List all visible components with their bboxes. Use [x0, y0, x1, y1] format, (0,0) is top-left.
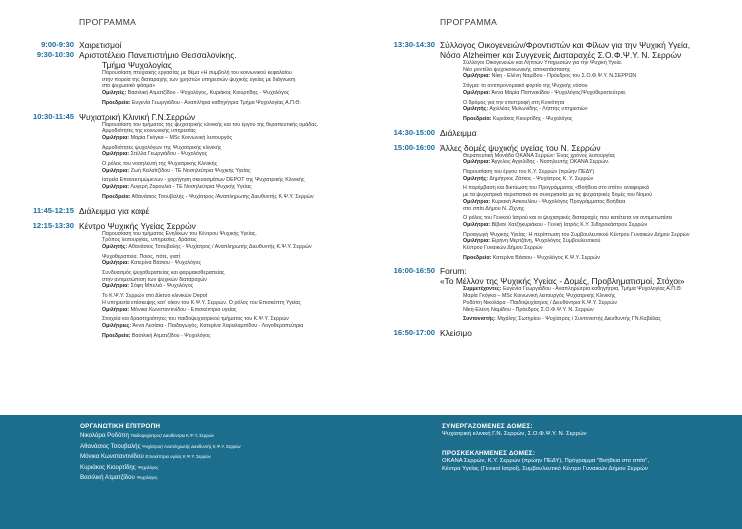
speaker-names: Βασιλική Ατματζίδου - Ψυχολόγος, Κυριάκος Κιουρτίδης - Ψυχολόγος — [127, 90, 290, 97]
speaker-line — [102, 135, 358, 142]
speaker-line — [463, 73, 728, 80]
collab-text: Ψυχιατρική κλινική Γ.Ν. Σερρών, Σ.Ο.Φ.Ψ.Υ. Ν. Σερρών — [442, 431, 587, 437]
speaker-label: Ομιλήτρια: — [102, 306, 130, 313]
session-title: Αριστοτέλειο Πανεπιστήμιο Θεσσαλονίκης. — [79, 50, 237, 60]
detail-line: με τα ψυχιατρικά περιστατικά σε συνεργασία με τις ψυχιατρικές δομές του Νομού — [463, 192, 652, 199]
member-role: Παιδοψυχίατρος/ Διευθύντρια Κ.Ψ.Υ. Σερρών — [130, 433, 214, 438]
chair-label: Προεδρεία: — [102, 332, 131, 339]
session-title: Forum: — [440, 266, 467, 277]
member-role: Επισκέπτρια υγείας Κ.Ψ.Υ. Σερρών — [145, 454, 211, 460]
speaker-label: Ομιλήτρια: — [102, 184, 130, 191]
session-time: 11:45-12:15 — [33, 205, 74, 215]
detail-line: Ο ρόλος του Γενικού Ιατρού και οι ψυχιατρικές διαταραχές που κατέτειτα να αντιμετωπίσει — [463, 215, 673, 222]
session-title: Χαιρετισμοί — [79, 40, 122, 50]
detail-line: Η υπηρεσία επίσκεψης κατ' οίκον του Κ.Ψ.Υ. Σερρών. Ο ρόλος του Επισκέπτη Υγείας — [102, 299, 301, 306]
session-title: Σύλλογος Οικογενειών/Φροντιστών και Φίλων για την Ψυχική Υγεία, — [440, 40, 691, 50]
speaker-label: Ομιλήτρια: — [102, 167, 130, 174]
program-title: ΠΡΟΓΡΑΜΜΑ — [440, 17, 498, 27]
participant: Νίκη-Ελένη Ναμίδου - Πρόεδρος Σ.Ο.Φ.Ψ.Υ. Ν. Σερρών — [463, 306, 594, 313]
detail-line: Θεραπευτική Μονάδα ΟΚΑΝΑ Σερρών: Ένας χρόνος λειτουργίας — [463, 152, 616, 159]
speaker-label: Ομιλήτρια: — [463, 221, 491, 228]
participant: Ευγενία Γεωργιάδου - Αναπληρώτρια καθηγήτρια, Τμήμα Ψυχολογίας Α.Π.Θ. — [502, 286, 683, 293]
session-time: 12:15-13:30 — [32, 220, 74, 230]
speaker-label: Ομιλήτρια: — [102, 134, 130, 141]
session-1430 — [372, 128, 742, 138]
detail-line: Νέο μοντέλο ψυχοκοινωνικής αποκατάστασης — [463, 66, 571, 73]
chair-line — [102, 194, 358, 201]
session-0900 — [0, 40, 372, 50]
chair-label: Προεδρεία: — [463, 115, 492, 122]
chair-name: Βασιλική Ατματζίδου - Ψυχολόγος — [131, 332, 211, 339]
chair-name: Ευγενία Γεωργιάδου - Αναπλ/τρια καθηγήτρια Τμήμα Ψυχολογίας Α.Π.Θ. — [131, 99, 302, 106]
speaker-line — [102, 90, 358, 97]
detail-line: Παρουσίαση του τμήματος της ψυχιατρικής κλινικής και του έργου της θεραπευτικής ομάδας. — [102, 121, 319, 128]
speaker-names: Δημήτριος Ζάτκος - Ψυχίατρος Κ. Υ. Σερρών — [489, 175, 594, 182]
detail-line: Παρουσίαση του τμήματος Ενηλίκων του Κέντρου Ψυχικής Υγείας. — [102, 230, 257, 237]
session-time: 9:30-10:30 — [36, 50, 74, 59]
organizing-committee — [80, 423, 370, 484]
member-name: Βασιλική Ατματζίδου — [80, 474, 135, 482]
detail-line: Ο ρόλος του νοσηλευτή της Ψυχιατρικής Κλινικής — [102, 161, 218, 168]
member-name: Αθανάσιος Τσουβαλής — [80, 442, 141, 450]
session-subtitle: «Το Μέλλον της Ψυχικής Υγείας - Δομές, Προβληματισμοί, Στόχοι» — [440, 276, 685, 287]
speaker-line — [463, 176, 728, 183]
participant: Μαρία Γκόγκα – MSc Κοινωνική λειτουργός Ψυχιατρικής Κλινικής — [463, 293, 616, 300]
detail-line: Ο δρόμος για την επιστροφή στη Κοινότητα — [463, 99, 565, 106]
speaker-label: Ομιλήτρια: — [463, 159, 491, 166]
detail-line: Το Κ.Ψ.Υ. Σερρών στο Δίκτυο κλινικών Depot — [102, 293, 208, 300]
session-time: 9:00-9:30 — [41, 40, 74, 49]
speaker-label: Ομιλήτρια: — [463, 198, 491, 205]
session-time: 16:00-16:50 — [393, 266, 435, 276]
invited-line: Κέντρα Υγείας (Γενικοί Ιατροί), Συμβουλευτικό Κέντρο Γυναικών Δήμου Σερρών — [442, 465, 648, 472]
speaker-label: Ομιλήτρια: — [463, 89, 491, 96]
session-title: Κλείσιμο — [440, 327, 472, 338]
speaker-names: Άννα Μαρία Παπνακίδου - Ψυχολόγος/Ψυχοθεραπεύτρια. — [491, 89, 627, 96]
speaker-names: Σόφη Μπελιά - Ψυχολόγος — [130, 283, 194, 290]
session-1600 — [372, 266, 742, 323]
speaker-label: Ομιλήτρια: — [102, 283, 130, 290]
member-role: Ψυχίατρος/ Αναπληρωτής Διευθυντής Κ.Ψ.Υ. Σερρών — [142, 443, 241, 449]
session-1215 — [0, 221, 372, 340]
speaker-line — [463, 90, 728, 97]
detail-line: Αρμοδιότητες της κοινωνικής υπηρεσίας — [102, 128, 196, 135]
invited-title: ΠΡΟΣΚΕΚΛΗΜΕΝΕΣ ΔΟΜΕΣ: — [442, 449, 536, 457]
speaker-names: Μόνικα Κωνσταντινίδου - Επισκέπτρια υγείας — [130, 306, 237, 313]
session-time: 13:30-14:30 — [393, 40, 435, 49]
speaker-label: Ομιλητές: — [102, 90, 127, 97]
detail-line: Η παρέμβαση και δικτύωση του Προγράμματος «Βοήθεια στο σπίτι» αναφορικά — [463, 185, 649, 192]
member-role: Ψυχολόγος — [137, 464, 159, 470]
member-name: Νικολάρα Ροδόπη — [80, 432, 129, 439]
session-1330 — [372, 40, 742, 123]
speaker-names: Κατερίνα Βάσιου - Ψυχολόγος — [130, 260, 202, 267]
session-subtitle: Τμήμα Ψυχολογίας — [102, 60, 172, 70]
speaker-line — [463, 199, 728, 206]
detail-line: Ιατρεία Επανεκτιμώμενων - χορήγηση σκευασμάτων DEPOT της Ψυχιατρικής Κλινικής — [102, 177, 305, 184]
chair-name: Αθανάσιος Τσουβαλής - Ψυχίατρος /Αναπληρωτής Διευθυντής Κ.Ψ.Υ. Σερρών — [131, 193, 314, 200]
session-1145 — [0, 206, 372, 216]
committee-member — [80, 473, 370, 484]
speaker-names: Αχιλλέας Μυλωνίδης - Λήπτης υπηρεσιών — [489, 106, 588, 113]
speaker-line — [463, 222, 728, 229]
session-title: Άλλες δομές ψυχικής υγείας του Ν. Σερρών — [440, 142, 601, 153]
speaker-names: Μαρία Γκόγκα – MSc Κοινωνική λειτουργός — [130, 134, 233, 141]
chair-line — [463, 116, 728, 123]
detail-line: Παρουσίαση του έργου του Κ.Υ. Σερρών (πρώην ΠΕΔΥ) — [463, 169, 595, 176]
speaker-names: Βίβιαν Χατζηκυριάκου - Γενική Ιατρός Κ.Υ. Σιδηροκάστρου Σερρών — [491, 221, 648, 228]
participant: Ροδόπη Νικολάρα - Παιδοψυχίατρος / Διευθύντρια Κ.Ψ.Υ. Σερρών — [463, 299, 618, 306]
speaker-label: Ομιλητής: — [463, 175, 489, 182]
coordinator-name: Μιχάλης Σωτηρίου - Ψυχίατρος / Συντονιστής Διευθυντής ΓΝ.Καβάλας — [497, 316, 661, 323]
chair-name: Κυριάκος Κιουρτίδης - Ψυχολόγος — [492, 115, 573, 122]
speaker-label: Ομιλητής: — [463, 106, 489, 113]
detail-line: Στίγμα: το αντιπρονομιακό φορτίο της Ψυχικής νόσου — [463, 83, 588, 90]
detail-line: Προαγωγή Ψυχικής Υγείας: Η περίπτωση του Συμβουλευτικού Κέντρου Γυναικών Δήμου Σερρών — [463, 231, 690, 238]
session-title: Ψυχιατρική Κλινική Γ.Ν.Σερρών — [79, 111, 196, 122]
invited-line: ΟΚΑΝΑ Σερρών, Κ.Υ. Σερρών (πρώην ΠΕΔΥ), Πρόγραμμα "Βοήθεια στο σπίτι", — [442, 457, 649, 464]
speaker-label: Ομιλητής: — [102, 243, 128, 250]
chair-line — [102, 333, 358, 340]
speaker-line-cont: στο σπίτι Δήμου Ν. Ζίχνης — [463, 205, 525, 212]
committee-member — [80, 463, 370, 474]
speaker-names: Ειρήνη Μερτζάνη, Ψυχολόγος Συμβουλευτικού — [491, 238, 601, 245]
session-subtitle: Νόσο Alzheimer και Συγγενείς Διαταραχές Σ.Ο.Φ.Ψ.Υ. Ν. Σερρών — [440, 50, 682, 60]
session-time: 14:30-15:00 — [393, 127, 435, 137]
detail-line: Στοιχεία και δραστηριότητες του παιδοψυχιατρικού τμήματος του Κ.Ψ.Υ. Σερρών — [102, 316, 289, 323]
speaker-line — [102, 323, 358, 330]
speaker-names: Αθανάσιος Τσουβαλής - Ψυχίατρος / Αναπληρωτής Διευθυντής Κ.Ψ.Υ. Σερρών — [128, 243, 312, 250]
member-role: Ψυχολόγος — [136, 475, 158, 481]
detail-line: Σύλλογοι Οικογενειών και Λήπτών Υπηρεσιών για την Ψυχική Υγεία. — [463, 60, 623, 66]
detail-line: Παρουσίαση πτυχιακής εργασίας με θέμα «Η συμβολή του κοινωνικού κεφαλαίου — [102, 70, 292, 76]
detail-line: στο ψυχωσικό φάσμα» — [102, 83, 156, 90]
detail-line: στην πορεία της διαταραχής των χρηστών υπηρεσιών ψυχικής υγείας με διάγνωση — [102, 76, 296, 83]
committee-member — [80, 431, 370, 442]
speaker-label: Ομιλήτρια: — [463, 238, 491, 245]
committee-member — [80, 442, 370, 453]
speaker-label: Ομιλήτρια: — [102, 260, 130, 267]
chair-name: Κατερίνα Βάσιου - Ψυχολόγος Κ.Ψ.Υ. Σερρών — [492, 254, 600, 261]
speaker-line-cont: Κέντρου Γυναικών Δήμου Σερρών — [463, 245, 543, 252]
left-column — [0, 0, 372, 339]
member-name: Κυριάκος Κιουρτίδης — [80, 463, 136, 471]
committee-member — [80, 452, 370, 463]
coordinator-line — [463, 316, 728, 323]
speaker-names: Κυριακή Ασκουλίου - Ψυχολόγος Προγράμματος Βοήθεια — [491, 198, 626, 205]
session-1500 — [372, 143, 742, 262]
chair-line — [463, 255, 728, 262]
session-time: 15:00-16:00 — [393, 142, 435, 152]
detail-line: Τρόπος λειτουργίας, υπηρεσίες, δράσεις — [102, 237, 197, 244]
speaker-names: Άννα Λεσίσια - Παιδαγωγός, Κατερίνα Χαραλαμπίδου - Λογοθεραπεύτρια — [132, 322, 304, 329]
collab-title: ΣΥΝΕΡΓΑΖΟΜΕΝΕΣ ΔΟΜΕΣ: — [442, 423, 533, 430]
speaker-line — [102, 151, 358, 158]
speaker-line — [102, 307, 358, 314]
speaker-line — [102, 260, 358, 267]
chair-line — [102, 100, 358, 107]
collaborating-structures — [442, 423, 737, 473]
speaker-names: Άγγελος Αγγελίδης - Νοσηλευτής ΟΚΑΝΑ Σερρών. — [491, 159, 610, 166]
footer-band — [0, 415, 742, 529]
chair-label: Προεδρεία: — [102, 99, 131, 106]
member-name: Μόνικα Κωνσταντινίδου — [80, 453, 144, 461]
session-title: Κέντρο Ψυχικής Υγείας Σερρών — [79, 220, 196, 231]
detail-line: Συνδυασμός ψυχοθεραπείας και φαρμακοθεραπείας — [102, 270, 225, 277]
detail-line: στην αντιμετώπιση των ψυχικών διαταραχών — [102, 276, 207, 283]
speaker-line — [463, 106, 728, 113]
speaker-label: Ομιλήτρια: — [102, 151, 130, 158]
session-title: Διάλειμμα — [440, 127, 477, 138]
speaker-names: Λυγερή Ζαρουλιά - ΤΕ Νοσηλεύτρια Ψυχικής Υγείας — [130, 184, 252, 191]
detail-line: Ψυχοθεραπεία. Ποιος, πότε, γιατί — [102, 253, 180, 260]
session-0930 — [0, 50, 372, 107]
speaker-line — [102, 184, 358, 191]
right-column — [372, 0, 742, 338]
speaker-label: Ομιλήτριες: — [102, 322, 132, 329]
speaker-names: Ζωή Καλαϊτζίδου - ΤΕ Νοσηλεύτρια Ψυχικής Υγείας — [130, 167, 251, 174]
session-title: Διάλειμμα για καφέ — [79, 205, 150, 216]
speaker-line — [463, 159, 728, 166]
detail-line: Αρμοδιότητες ψυχολόγων της Ψυχιατρικής κλινικής — [102, 144, 222, 151]
session-time: 16:50-17:00 — [393, 327, 435, 337]
speaker-names: Νίκη - Ελένη Ναμίδου - Πρόεδρος του Σ.Ο.Φ.Ψ.Υ. Ν.ΣΕΡΡΩΝ — [491, 73, 637, 80]
speaker-label: Ομιλήτρια: — [463, 73, 491, 80]
session-time: 10:30-11:45 — [33, 111, 74, 121]
chair-label: Προεδρεία: — [463, 254, 492, 261]
speaker-names: Στέλλα Γεωργιάδου - Ψυχολόγος — [130, 151, 208, 158]
committee-title: ΟΡΓΑΝΩΤΙΚΗ ΕΠΙΤΡΟΠΗ — [80, 423, 161, 430]
program-title: ΠΡΟΓΡΑΜΜΑ — [79, 17, 137, 27]
session-1650 — [372, 328, 742, 338]
participants-label: Συμμετέχοντες: — [463, 286, 502, 293]
speaker-line — [102, 168, 358, 175]
session-1030 — [0, 112, 372, 201]
speaker-line — [102, 283, 358, 290]
chair-label: Προεδρεία: — [102, 193, 131, 200]
speaker-line — [102, 244, 358, 251]
coordinator-label: Συντονιστής: — [463, 316, 496, 323]
